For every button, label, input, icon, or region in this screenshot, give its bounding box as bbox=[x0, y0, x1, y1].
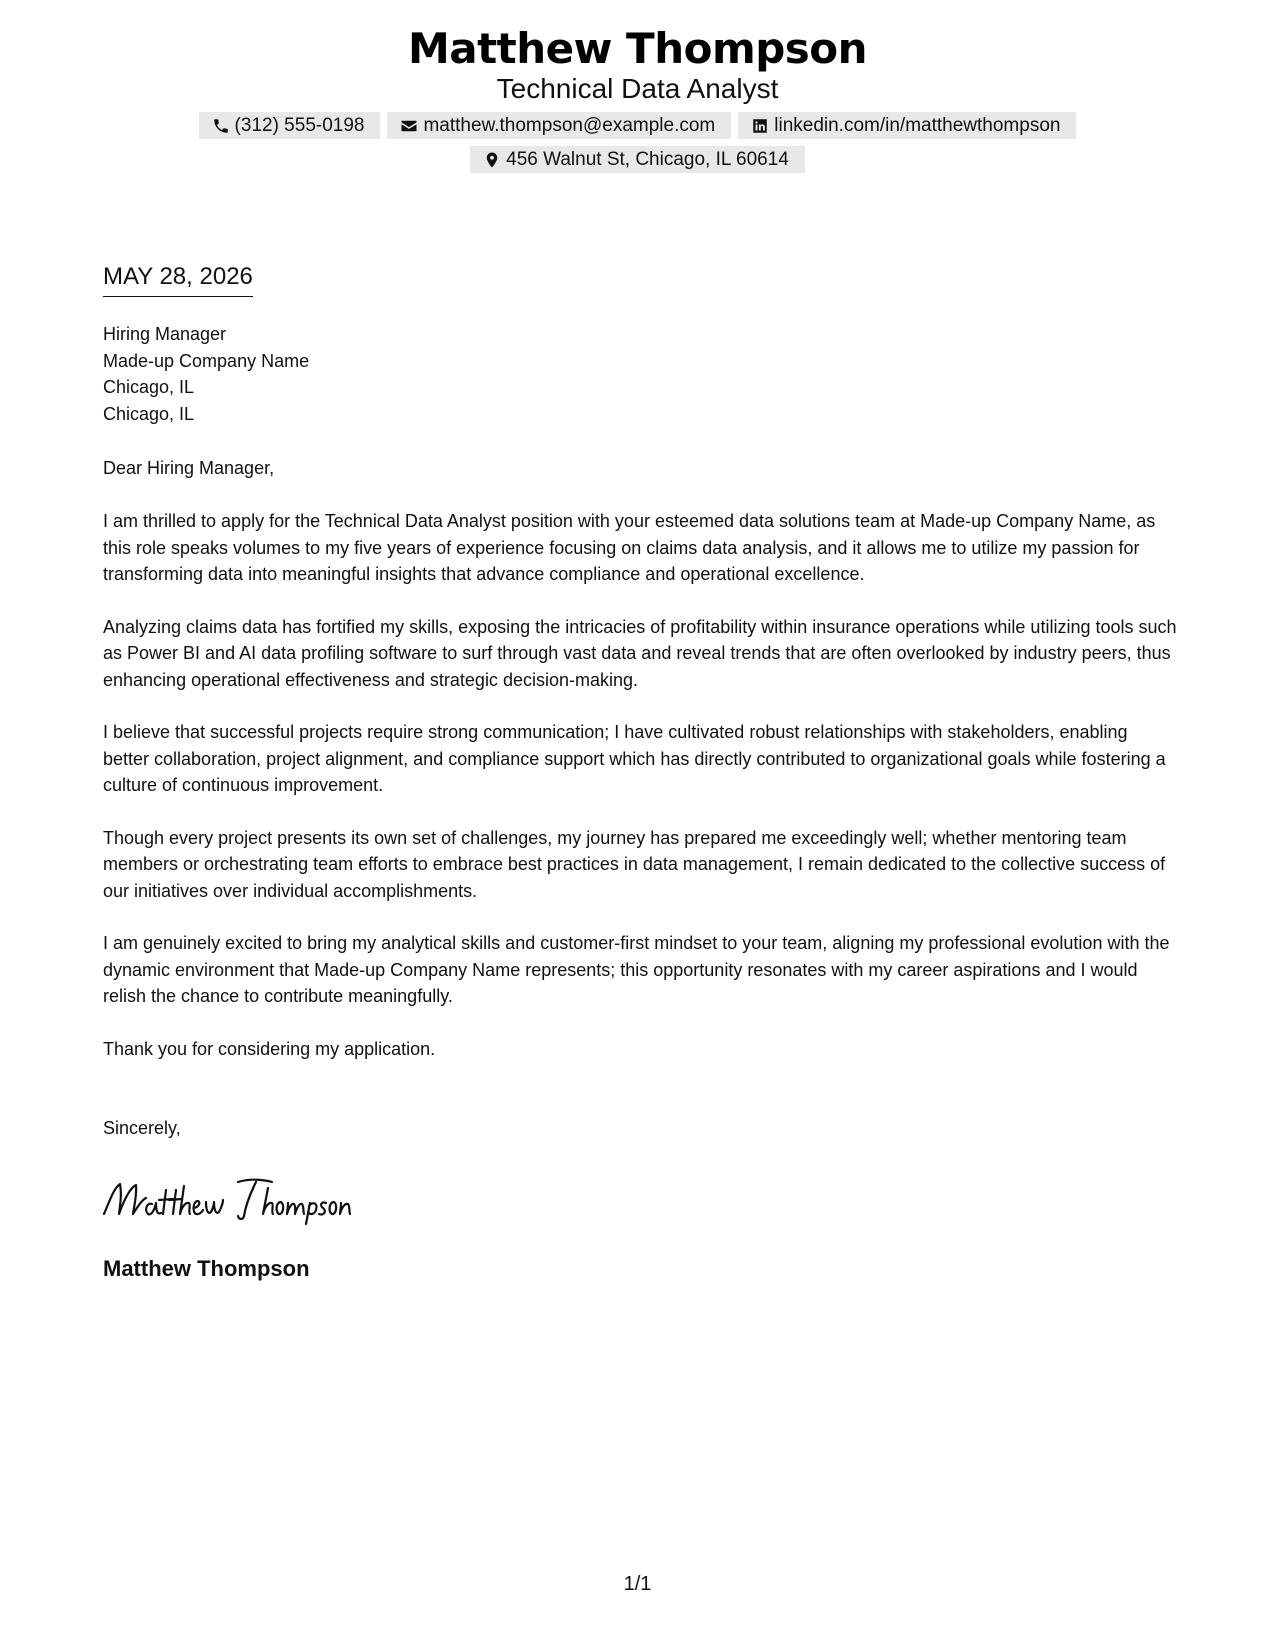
page-number: 1/1 bbox=[623, 1573, 652, 1595]
letter-header bbox=[0, 24, 1275, 173]
email-text: matthew.thompson@example.com bbox=[423, 114, 716, 136]
phone-text: (312) 555-0198 bbox=[234, 114, 365, 136]
envelope-icon bbox=[400, 117, 418, 135]
signature-image bbox=[100, 1170, 360, 1230]
address-text: 456 Walnut St, Chicago, IL 60614 bbox=[506, 148, 789, 170]
recipient-line: Hiring Manager bbox=[103, 324, 227, 344]
phone-icon bbox=[212, 117, 230, 135]
phone-chip[interactable] bbox=[199, 112, 381, 139]
signer-name: Matthew Thompson bbox=[103, 1256, 310, 1281]
recipient-line: Made-up Company Name bbox=[103, 350, 310, 371]
letter-date: MAY 28, 2026 bbox=[103, 262, 253, 297]
body-paragraph: I believe that successful projects require strong communication; I have cultivated robust relationships with stakeholders, enabling better collaboration, project alignment, and compliance support which has directly contributed to organizational goals while fostering a culture of continuous improvement. bbox=[103, 722, 1166, 795]
recipient-line: Chicago, IL bbox=[103, 403, 195, 424]
recipient-line: Chicago, IL bbox=[103, 377, 195, 397]
linkedin-chip[interactable] bbox=[738, 112, 1076, 139]
body-paragraph: I am genuinely excited to bring my analytical skills and customer-first mindset to your team, aligning my professional evolution with the dynamic environment that Made-up Company Name represents; this opportunity resonates with my career aspirations and I would relish the chance to contribute meaningfully. bbox=[103, 933, 1170, 1006]
contact-row-secondary bbox=[0, 146, 1275, 173]
linkedin-text: linkedin.com/in/matthewthompson bbox=[774, 114, 1061, 136]
salutation: Dear Hiring Manager, bbox=[103, 458, 275, 478]
map-pin-icon bbox=[483, 151, 501, 169]
body-paragraph: Analyzing claims data has fortified my skills, exposing the intricacies of profitability within insurance operations while utilizing tools such as Power BI and AI data profiling software to surf through vast data and reveal trends that are often overlooked by industry peers, thus enhancing operational effectiveness and strategic decision-making. bbox=[103, 616, 1177, 690]
body-paragraph: Though every project presents its own set of challenges, my journey has prepared me exceedingly well; whether mentoring team members or orchestrating team efforts to embrace best practices in data management, I remain dedicated to the collective success of our initiatives over individual accomplishments. bbox=[103, 827, 1166, 901]
body-paragraph: Thank you for considering my application. bbox=[103, 1038, 436, 1059]
address-chip bbox=[470, 146, 805, 173]
body-paragraph: I am thrilled to apply for the Technical Data Analyst position with your esteemed data solutions team at Made-up Company Name, as this role speaks volumes to my five years of experience focusing on claims data analysis, and it allows me to utilize my passion for transforming data into meaningful insights that advance compliance and operational excellence. bbox=[103, 511, 1156, 584]
closing: Sincerely, bbox=[103, 1118, 181, 1138]
recipient-block bbox=[103, 321, 1178, 427]
handwritten-signature bbox=[100, 1170, 360, 1235]
letter-body bbox=[103, 508, 1178, 1088]
applicant-name: Matthew Thompson bbox=[407, 24, 868, 73]
applicant-title: Technical Data Analyst bbox=[496, 73, 779, 104]
linkedin-icon bbox=[751, 117, 769, 135]
contact-row-primary bbox=[0, 112, 1275, 139]
email-chip[interactable] bbox=[387, 112, 731, 139]
